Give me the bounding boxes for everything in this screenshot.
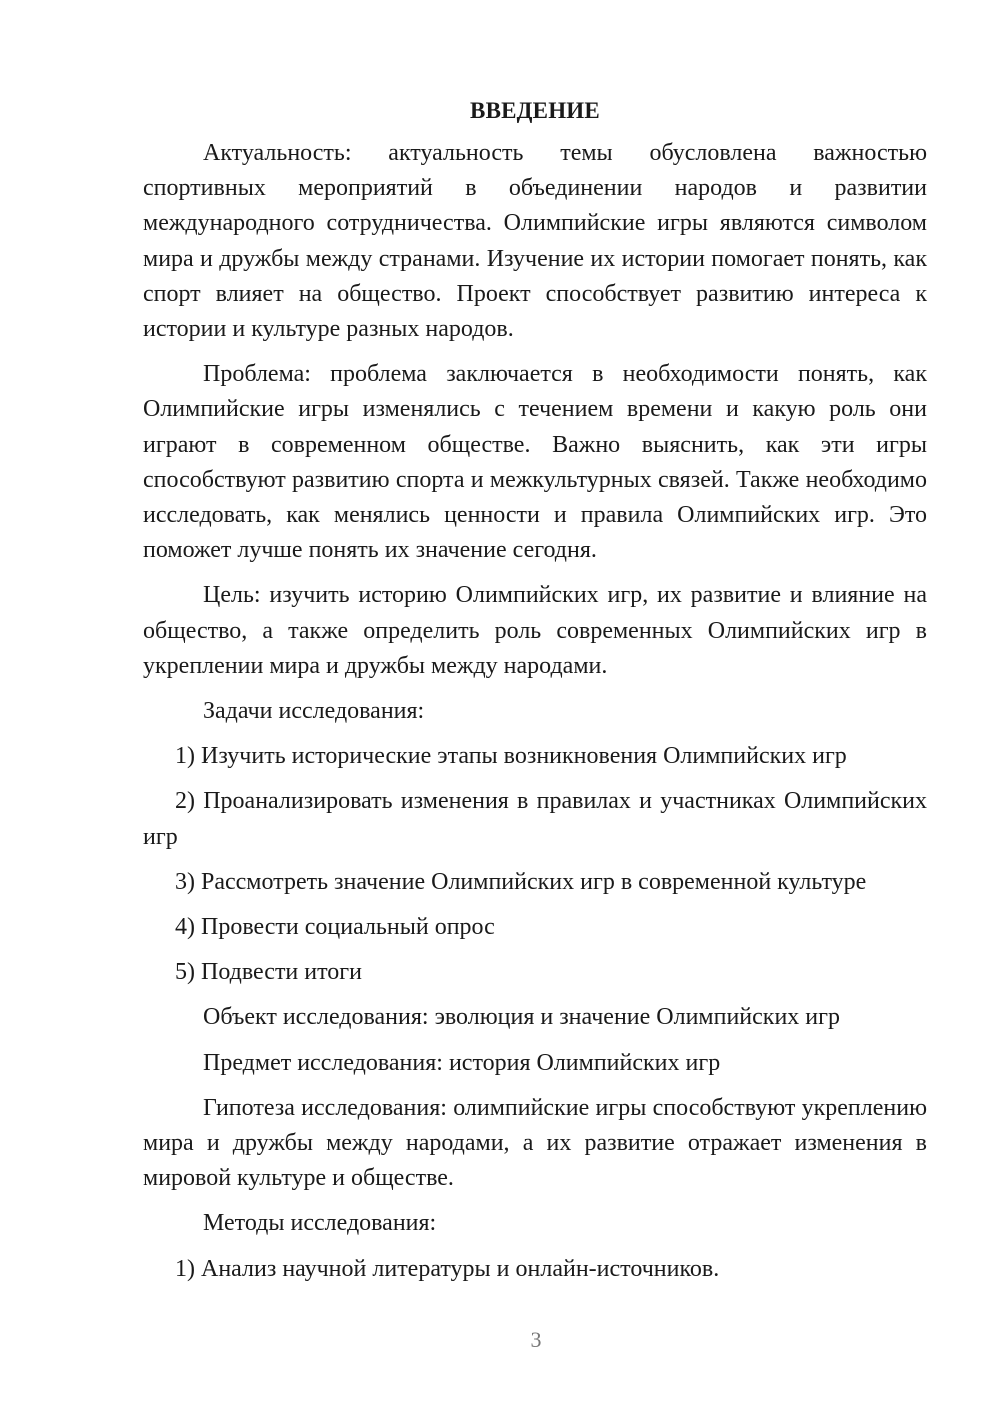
research-object: Объект исследования: эволюция и значение Олимпийских игр bbox=[203, 1004, 840, 1031]
page-number: 3 bbox=[530, 1327, 542, 1352]
task-item-1: 1) Изучить исторические этапы возникновения Олимпийских игр bbox=[175, 743, 847, 770]
tasks-heading: Задачи исследования: bbox=[203, 698, 425, 725]
hypothesis-paragraph: Гипотеза исследования: олимпийские игры способствуют укреплению мира и дружбы между народами, а их развитие отражает изменения в мировой культуре и обществе. bbox=[143, 1094, 927, 1192]
method-item-1: 1) Анализ научной литературы и онлайн-источников. bbox=[175, 1255, 720, 1282]
page-content bbox=[143, 96, 927, 1297]
relevance-paragraph: Актуальность: актуальность темы обусловлена важностью спортивных мероприятий в объединении народов и развитии международного сотрудничества. Олимпийские игры являются символом мира и дружбы между странами. Изучение их истории помогает понять, как спорт влияет на общество. Проект способствует развитию интереса к истории и культуре разных народов. bbox=[143, 140, 927, 343]
problem-paragraph: Проблема: проблема заключается в необходимости понять, как Олимпийские игры изменялись с течением времени и какую роль они играют в современном обществе. Важно выяснить, как эти игры способствуют развитию спорта и межкультурных связей. Также необходимо исследовать, как менялись ценности и правила Олимпийских игр. Это поможет лучше понять их значение сегодня. bbox=[143, 361, 927, 564]
task-item-4: 4) Провести социальный опрос bbox=[175, 914, 495, 941]
goal-paragraph: Цель: изучить историю Олимпийских игр, их развитие и влияние на общество, а также определить роль современных Олимпийских игр в укреплении мира и дружбы между народами. bbox=[143, 582, 927, 679]
research-subject: Предмет исследования: история Олимпийских игр bbox=[203, 1049, 721, 1076]
task-item-5: 5) Подвести итоги bbox=[175, 959, 362, 986]
task-item-3: 3) Рассмотреть значение Олимпийских игр в современной культуре bbox=[175, 868, 867, 895]
task-item-2: 2) Проанализировать изменения в правилах и участниках Олимпийских игр bbox=[143, 788, 927, 850]
page-title: ВВЕДЕНИЕ bbox=[470, 98, 600, 123]
methods-heading: Методы исследования: bbox=[203, 1210, 437, 1237]
